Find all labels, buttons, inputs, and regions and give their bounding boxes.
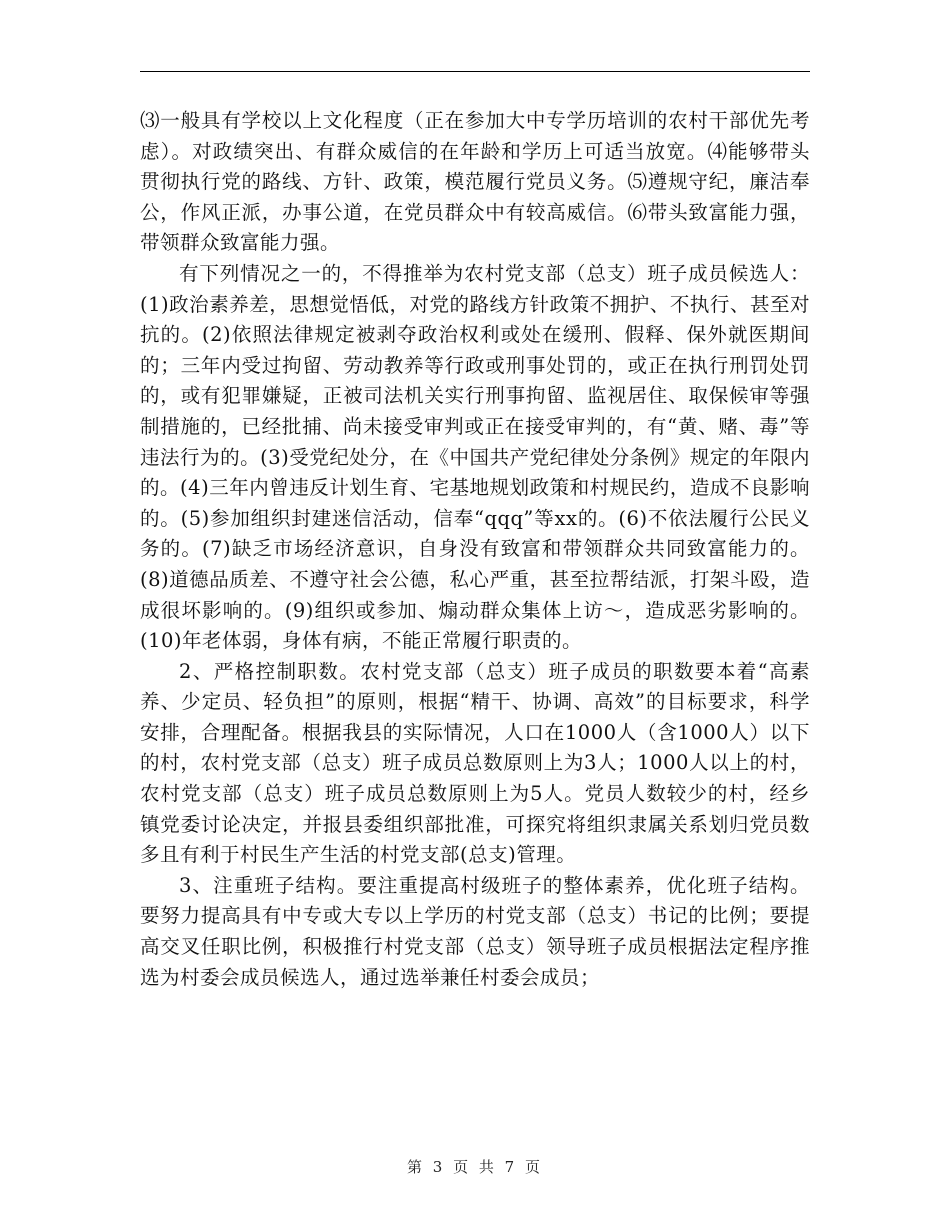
paragraph-exclusions: 有下列情况之一的，不得推举为农村党支部（总支）班子成员候选人：(1)政治素养差，思想觉悟低，对党的路线方针政策不拥护、不执行、甚至对抗的。(2)依照法律规定被剥夺政治权利或处在缓刑、假释、保外就医期间的；三年内受过拘留、劳动教养等行政或刑事处罚的，或正在执行刑罚处罚的，或有犯罪嫌疑，正被司法机关实行刑事拘留、监视居住、取保候审等强制措施的，已经批捕、尚未接受审判或正在接受审判的，有“黄、赌、毒”等违法行为的。(3)受党纪处分，在《中国共产党纪律处分条例》规定的年限内的。(4)三年内曾违反计划生育、宅基地规划政策和村规民约，造成不良影响的。(5)参加组织封建迷信活动，信奉“qqq”等xx的。(6)不依法履行公民义务的。(7)缺乏市场经济意识，自身没有致富和带领群众共同致富能力的。(8)道德品质差、不遵守社会公德，私心严重，甚至拉帮结派，打架斗殴，造成很坏影响的。(9)组织或参加、煽动群众集体上访～，造成恶劣影响的。(10)年老体弱，身体有病，不能正常履行职责的。 (140, 261, 810, 653)
paragraph-qualifications: ⑶一般具有学校以上文化程度（正在参加大中专学历培训的农村干部优先考虑）。对政绩突出、有群众威信的在年龄和学历上可适当放宽。⑷能够带头贯彻执行党的路线、方针、政策，模范履行党员义务。⑸遵规守纪，廉洁奉公，作风正派，办事公道，在党员群众中有较高威信。⑹带头致富能力强，带领群众致富能力强。 (140, 109, 810, 255)
paragraph-team-structure: 3、注重班子结构。要注重提高村级班子的整体素养，优化班子结构。要努力提高具有中专或大专以上学历的村党支部（总支）书记的比例；要提高交叉任职比例，积极推行村党支部（总支）领导班子成员根据法定程序推选为村委会成员候选人，通过选举兼任村委会成员； (140, 873, 810, 989)
header-rule (140, 71, 810, 72)
body-text (140, 106, 810, 993)
paragraph-control-positions: 2、严格控制职数。农村党支部（总支）班子成员的职数要本着“高素养、少定员、轻负担”的原则，根据“精干、协调、高效”的目标要求，科学安排，合理配备。根据我县的实际情况，人口在1000人（含1000人）以下的村，农村党支部（总支）班子成员总数原则上为3人；1000人以上的村，农村党支部（总支）班子成员总数原则上为5人。党员人数较少的村，经乡镇党委讨论决定，并报县委组织部批准，可探究将组织隶属关系划归党员数多且有利于村民生产生活的村党支部(总支)管理。 (140, 659, 810, 867)
page-number-footer: 第 3 页 共 7 页 (407, 1158, 543, 1176)
